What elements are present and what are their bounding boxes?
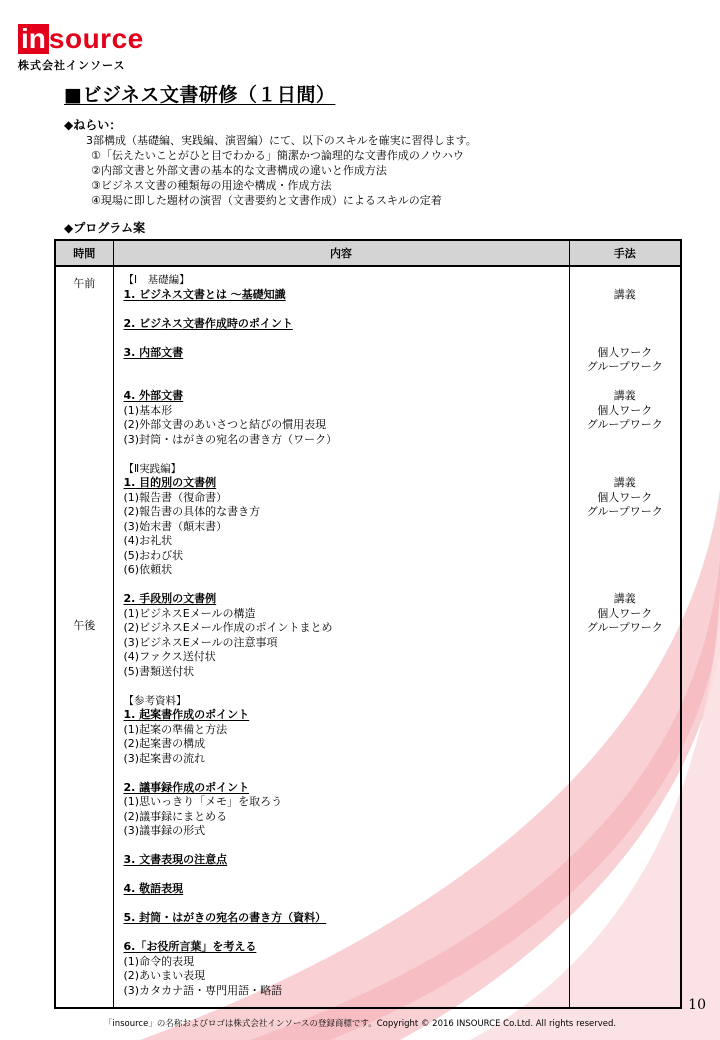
- header-time: 時間: [55, 240, 113, 266]
- section-label: 【Ⅰ 基礎編】: [123, 274, 190, 286]
- program-table: [54, 239, 682, 1009]
- page-number: 10: [688, 997, 706, 1013]
- topic-item: (6)依頼状: [123, 563, 173, 576]
- content-cell: [113, 266, 569, 1008]
- method-blank: [570, 534, 681, 549]
- aim-point: ③ビジネス文書の種類毎の用途や構成・作成方法: [91, 179, 332, 192]
- topic-item: (4)ファクス送付状: [123, 650, 216, 663]
- spacer: [570, 375, 681, 390]
- spacer: [570, 897, 681, 912]
- topic-item: (2)ビジネスEメール作成のポイントまとめ: [123, 621, 333, 634]
- method-item: 講義: [613, 287, 636, 301]
- topic-title: 1. 目的別の文書例: [123, 476, 217, 489]
- spacer: [124, 679, 569, 694]
- method-blank: [570, 984, 681, 999]
- topic-title: 6.「お役所言葉」を考える: [123, 940, 257, 953]
- spacer: [570, 926, 681, 941]
- method-item: 個人ワーク: [597, 606, 653, 620]
- spacer: [570, 578, 681, 593]
- topic-item: (1)命令的表現: [123, 954, 195, 968]
- method-item: 講義: [613, 592, 636, 605]
- method-blank: [570, 853, 681, 868]
- spacer: [570, 331, 681, 346]
- spacer: [124, 331, 569, 346]
- spacer: [124, 839, 569, 854]
- topic-item: (5)書類送付状: [123, 664, 195, 678]
- topic-item: (2)報告書の具体的な書き方: [123, 505, 261, 518]
- aim-point: ①「伝えたいことがひと目でわかる」簡潔かつ論理的な文書作成のノウハウ: [91, 149, 464, 162]
- method-blank: [570, 737, 681, 752]
- header-method: 手法: [569, 240, 681, 266]
- topic-item: (1)ビジネスEメールの構造: [123, 606, 256, 620]
- method-blank: [570, 723, 681, 738]
- method-item: 個人ワーク: [597, 345, 653, 359]
- topic-title: 2. 議事録作成のポイント: [123, 780, 250, 794]
- method-blank: [570, 694, 681, 709]
- topic-title: 2. 手段別の文書例: [123, 592, 217, 605]
- insource-logo: [18, 24, 144, 73]
- topic-item: (2)あいまい表現: [123, 969, 206, 982]
- topic-item: (3)封筒・はがきの宛名の書き方（ワーク）: [123, 432, 338, 446]
- company-name: 株式会社インソース: [18, 59, 126, 72]
- topic-item: (3)ビジネスEメールの注意事項: [123, 635, 278, 649]
- spacer: [570, 679, 681, 694]
- topic-item: (4)お礼状: [123, 534, 173, 547]
- method-item: 個人ワーク: [597, 403, 653, 417]
- spacer: [570, 868, 681, 883]
- method-blank: [570, 882, 681, 897]
- section-label: 【Ⅱ実践編】: [123, 462, 182, 475]
- spacer: [570, 302, 681, 317]
- aim-point: ②内部文書と外部文書の基本的な文書構成の違いと作成方法: [91, 164, 387, 177]
- spacer: [124, 447, 569, 462]
- method-blank: [570, 708, 681, 723]
- spacer: [124, 897, 569, 912]
- method-blank: [570, 273, 681, 288]
- method-blank: [570, 795, 681, 810]
- spacer: [570, 766, 681, 781]
- method-item: 個人ワーク: [597, 490, 653, 504]
- method-blank: [570, 969, 681, 984]
- method-item: 講義: [613, 476, 636, 489]
- header-content: 内容: [113, 240, 569, 266]
- logo-mark-in: in: [18, 24, 49, 54]
- method-item: グループワーク: [586, 418, 663, 431]
- topic-item: (1)報告書（復命書）: [123, 490, 228, 504]
- spacer: [124, 766, 569, 781]
- method-blank: [570, 752, 681, 767]
- topic-title: 4. 外部文書: [123, 389, 184, 402]
- method-blank: [570, 810, 681, 825]
- method-item: 講義: [613, 389, 636, 402]
- page-title: ■ビジネス文書研修（１日間）: [64, 84, 336, 106]
- topic-title: 1. 起案書作成のポイント: [123, 708, 250, 721]
- section-label: 【参考資料】: [123, 694, 187, 707]
- spacer: [124, 578, 569, 593]
- time-cell: [55, 266, 113, 1008]
- method-blank: [570, 940, 681, 955]
- method-item: グループワーク: [586, 360, 663, 373]
- method-list: [570, 267, 681, 998]
- topic-title: 3. 文書表現の注意点: [123, 853, 228, 866]
- spacer: [124, 926, 569, 941]
- time-pm: 午後: [73, 619, 96, 632]
- method-blank: [570, 433, 681, 448]
- time-am: 午前: [73, 277, 96, 290]
- topic-item: (5)おわび状: [123, 548, 184, 562]
- method-blank: [570, 955, 681, 970]
- spacer: [124, 868, 569, 883]
- spacer: [124, 375, 569, 390]
- topic-title: 3. 内部文書: [123, 345, 184, 359]
- topic-item: (1)思いっきり「メモ」を取ろう: [123, 795, 283, 808]
- topic-item: (2)外部文書のあいさつと結びの慣用表現: [123, 418, 327, 431]
- copyright-footer: 「insource」の名称およびロゴは株式会社インソースの登録商標です。Copyright © 2016 INSOURCE Co.Ltd. All rights reserved.: [103, 1019, 617, 1029]
- method-item: グループワーク: [586, 505, 663, 518]
- method-cell: [569, 266, 681, 1008]
- method-blank: [570, 462, 681, 477]
- aim-body: [86, 133, 477, 208]
- aim-point: ④現場に即した題材の演習（文書要約と文書作成）によるスキルの定着: [91, 194, 442, 207]
- method-blank: [570, 636, 681, 651]
- table-row: [55, 266, 681, 1008]
- topic-item: (2)起案書の構成: [123, 737, 206, 750]
- method-blank: [570, 665, 681, 680]
- topic-item: (2)議事録にまとめる: [123, 809, 228, 823]
- topic-item: (3)カタカナ語・専門用語・略語: [123, 983, 283, 997]
- program-heading: ◆プログラム案: [64, 221, 146, 235]
- content-list: [114, 267, 569, 998]
- topic-title: 2. ビジネス文書作成時のポイント: [123, 316, 293, 330]
- method-blank: [570, 911, 681, 926]
- topic-item: (3)始末書（顛末書）: [123, 519, 228, 533]
- method-blank: [570, 563, 681, 578]
- spacer: [570, 447, 681, 462]
- table-header-row: [55, 240, 681, 266]
- method-blank: [570, 824, 681, 839]
- topic-item: (3)起案書の流れ: [123, 751, 206, 765]
- topic-title: 5. 封筒・はがきの宛名の書き方（資料）: [123, 911, 327, 924]
- aim-intro: 3部構成（基礎編、実践編、演習編）にて、以下のスキルを確実に習得します。: [86, 134, 477, 147]
- aim-heading: ◆ねらい：: [64, 118, 122, 132]
- method-blank: [570, 549, 681, 564]
- topic-item: (1)起案の準備と方法: [123, 722, 228, 736]
- spacer: [570, 839, 681, 854]
- method-blank: [570, 650, 681, 665]
- topic-item: (3)議事録の形式: [123, 824, 206, 837]
- content-blank: [124, 360, 569, 375]
- method-item: グループワーク: [586, 621, 663, 634]
- method-blank: [570, 520, 681, 535]
- logo-mark-source: source: [48, 23, 144, 54]
- method-blank: [570, 781, 681, 796]
- topic-item: (1)基本形: [123, 403, 173, 417]
- topic-title: 1. ビジネス文書とは ～基礎知識: [123, 287, 286, 301]
- method-blank: [570, 317, 681, 332]
- topic-title: 4. 敬語表現: [123, 882, 184, 895]
- spacer: [124, 302, 569, 317]
